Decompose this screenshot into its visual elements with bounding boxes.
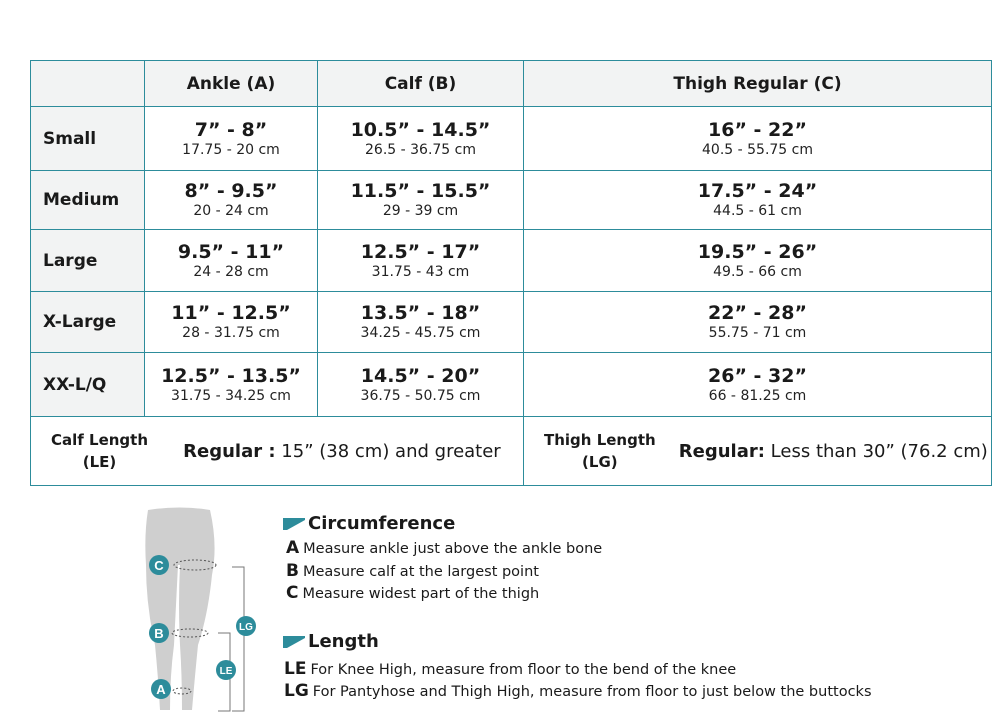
- calf-cell: [318, 171, 524, 230]
- length-title: Length: [308, 631, 379, 652]
- marker-c: [149, 555, 169, 575]
- ankle-cm: 20 - 24 cm: [193, 203, 269, 219]
- thigh-inches: 17.5” - 24”: [697, 180, 818, 202]
- calf-length-regular-label: Regular :: [183, 440, 276, 462]
- size-label: Small: [31, 107, 145, 171]
- marker-b: [149, 623, 169, 643]
- ankle-inches: 11” - 12.5”: [171, 302, 291, 324]
- legend-item-b: [286, 561, 539, 581]
- circumference-title: Circumference: [308, 513, 456, 534]
- calf-length-value: [183, 441, 501, 462]
- thigh-cm: 44.5 - 61 cm: [713, 203, 802, 219]
- thigh-inches: 16” - 22”: [708, 118, 807, 141]
- calf-cm: 26.5 - 36.75 cm: [365, 141, 476, 158]
- ankle-cell: [145, 171, 318, 230]
- header-ankle: Ankle (A): [145, 61, 318, 107]
- legend-key: LG: [284, 681, 309, 701]
- flag-icon: [283, 636, 305, 648]
- thigh-cell: [524, 353, 992, 417]
- thigh-inches: 22” - 28”: [708, 302, 807, 324]
- ankle-inches: 12.5” - 13.5”: [161, 364, 301, 387]
- calf-cm: 34.25 - 45.75 cm: [360, 325, 481, 341]
- table-row: [31, 292, 992, 353]
- calf-length-regular-value: 15” (38 cm) and greater: [275, 440, 501, 462]
- calf-length-label-line2: (LE): [82, 453, 117, 471]
- ankle-cell: [145, 353, 318, 417]
- size-label: Medium: [31, 171, 145, 230]
- ankle-cell: [145, 230, 318, 292]
- leg-measurement-figure: [140, 505, 270, 717]
- calf-length-label-line1: Calf Length: [51, 431, 149, 449]
- calf-inches: 11.5” - 15.5”: [350, 180, 491, 202]
- calf-cm: 29 - 39 cm: [382, 203, 459, 219]
- legend-item-le: [284, 659, 736, 679]
- thigh-length-label-line1: Thigh Length: [544, 431, 656, 449]
- circumference-heading: [283, 513, 455, 534]
- calf-length-label: [51, 429, 148, 473]
- size-label: Large: [31, 230, 145, 292]
- svg-text:C: C: [154, 558, 164, 573]
- calf-length-cell: [31, 417, 524, 486]
- marker-a: [151, 679, 171, 699]
- thigh-inches: 26” - 32”: [708, 364, 807, 387]
- table-row: [31, 171, 992, 230]
- thigh-length-cell: [524, 417, 992, 486]
- svg-text:LE: LE: [219, 666, 233, 677]
- ankle-inches: 7” - 8”: [194, 118, 268, 141]
- legend-text: For Knee High, measure from floor to the bend of the knee: [310, 662, 737, 678]
- legend-text: Measure calf at the largest point: [302, 564, 539, 580]
- thigh-length-regular-value: Less than 30” (76.2 cm): [764, 440, 988, 462]
- thigh-cm: 40.5 - 55.75 cm: [702, 141, 813, 158]
- legend-key: A: [286, 538, 300, 558]
- table-row: [31, 230, 992, 292]
- thigh-inches: 19.5” - 26”: [697, 240, 818, 263]
- svg-text:A: A: [156, 682, 166, 697]
- calf-cell: [318, 107, 524, 171]
- legend-item-lg: [284, 681, 872, 701]
- calf-inches: 13.5” - 18”: [360, 302, 481, 324]
- svg-text:B: B: [154, 626, 164, 641]
- table-row: [31, 107, 992, 171]
- header-thigh: Thigh Regular (C): [524, 61, 992, 107]
- calf-inches: 10.5” - 14.5”: [350, 118, 491, 141]
- legend-text: For Pantyhose and Thigh High, measure from floor to just below the buttocks: [312, 684, 872, 700]
- legend-text: Measure ankle just above the ankle bone: [303, 541, 603, 557]
- ankle-inches: 9.5” - 11”: [177, 240, 285, 263]
- table-row: [31, 353, 992, 417]
- calf-inches: 14.5” - 20”: [360, 364, 481, 387]
- ankle-cm: 31.75 - 34.25 cm: [171, 387, 291, 404]
- thigh-cm: 66 - 81.25 cm: [708, 387, 807, 404]
- marker-le: [216, 660, 236, 680]
- calf-cm: 31.75 - 43 cm: [371, 263, 470, 280]
- thigh-cm: 55.75 - 71 cm: [708, 325, 807, 341]
- thigh-cm: 49.5 - 66 cm: [713, 263, 802, 280]
- thigh-length-value: [679, 441, 988, 462]
- ankle-cell: [145, 292, 318, 353]
- calf-cm: 36.75 - 50.75 cm: [360, 387, 481, 404]
- legend-item-a: [286, 538, 602, 558]
- legend-key: LE: [284, 659, 307, 679]
- lg-bracket: [232, 567, 244, 711]
- legend-key: B: [286, 561, 299, 581]
- header-row: [31, 61, 992, 107]
- length-heading: [283, 631, 379, 652]
- thigh-length-label-line2: (LG): [582, 453, 618, 471]
- legend-text: Measure widest part of the thigh: [302, 586, 540, 602]
- ankle-inches: 8” - 9.5”: [184, 180, 278, 202]
- size-chart-table: [30, 60, 992, 486]
- calf-inches: 12.5” - 17”: [360, 240, 481, 263]
- flag-icon: [283, 518, 305, 530]
- thigh-length-label: [544, 429, 656, 473]
- ankle-cm: 24 - 28 cm: [193, 263, 269, 280]
- ankle-cm: 17.75 - 20 cm: [182, 141, 280, 158]
- thigh-cell: [524, 171, 992, 230]
- ankle-cm: 28 - 31.75 cm: [182, 325, 280, 341]
- calf-cell: [318, 353, 524, 417]
- calf-cell: [318, 292, 524, 353]
- header-corner: [31, 61, 145, 107]
- marker-lg: [236, 616, 256, 636]
- thigh-cell: [524, 292, 992, 353]
- thigh-cell: [524, 107, 992, 171]
- svg-text:LG: LG: [239, 622, 253, 633]
- header-calf: Calf (B): [318, 61, 524, 107]
- size-label: XX-L/Q: [31, 353, 145, 417]
- legs-silhouette: [145, 508, 214, 711]
- calf-cell: [318, 230, 524, 292]
- thigh-length-regular-label: Regular:: [678, 440, 765, 462]
- legend-key: C: [286, 583, 299, 603]
- size-label: X-Large: [31, 292, 145, 353]
- ankle-cell: [145, 107, 318, 171]
- legend-item-c: [286, 583, 539, 603]
- thigh-cell: [524, 230, 992, 292]
- length-row: [31, 417, 992, 486]
